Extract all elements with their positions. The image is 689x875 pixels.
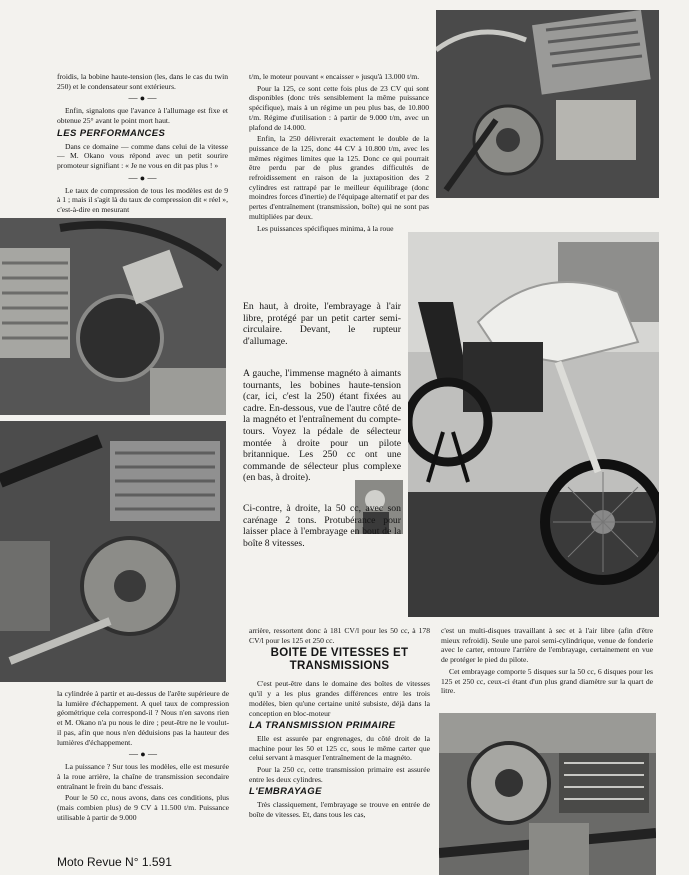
section-heading-performances: LES PERFORMANCES — [57, 127, 166, 139]
paragraph: Très classiquement, l'embrayage se trouve en entrée de boîte de vitesses. Et, dans tous les cas, — [249, 800, 430, 819]
paragraph: Enfin, signalons que l'avance à l'allumage est fixe et obtenue 25° avant le point mort haut. — [57, 106, 228, 126]
paragraph: Dans ce domaine — comme dans celui de la vitesse — M. Okano vous répond avec un petit sourire promoteur signifiant : « Je ne vous en dit pas plus ! » — [57, 141, 228, 170]
separator: — ● — — [128, 172, 157, 183]
paragraph: Enfin, la 250 délivrerait exactement le double de la puissance de la 125, donc 44 CV à 10.800 t/m, avec les mêmes régimes limites que la 125. Donc ce qui pourrait être perdu par de plus grandes difficultés de refroidissement en raison de la juxtaposition des 2 cylindres est rattrapé par le meilleur équilibrage (donc moindres forces d'inertie) de l'équipage alternatif et par des pertes d'entraînement (transmission, boîte) qui ne sont pas multipliées par deux. — [249, 134, 429, 221]
paragraph: Pour la 250 cc, cette transmission primaire est assurée entre les deux cylindres. — [249, 765, 430, 784]
paragraph: Le taux de compression de tous les modèles est de 9 à 1 ; mais il s'agit là du taux de compression dit « réel », c'est-à-dire en mesurant — [57, 185, 228, 215]
col2-bottom-text — [249, 626, 430, 822]
section-heading-gearbox: BOITE DE VITESSES ET TRANSMISSIONS — [270, 647, 409, 673]
photo-magneto-left — [0, 218, 226, 415]
photo-gearbox-left — [0, 421, 226, 682]
paragraph: froidis, la bobine haute-tension (les, dans le cas du twin 250) et le condensateur sont extérieurs. — [57, 72, 228, 91]
paragraph: c'est un multi-disques travaillant à sec et à l'air libre (afin d'être mieux refroidi). Seule une paroi semi-cylindrique, venue de fonderie avec le carter, entoure l'arrière de l'embrayage, certainement en vue de protéger le pied du pilote. — [441, 626, 653, 665]
paragraph: Les puissances spécifiques minima, à la roue — [257, 223, 394, 233]
paragraph: Elle est assurée par engrenages, du côté droit de la machine pour les 50 et 125 cc, sous le même carter que celui servant à masquer l'entraînement de la magnéto. — [249, 733, 430, 763]
col2-top-text — [249, 72, 429, 235]
photo-50cc-motorcycle — [408, 232, 659, 617]
caption-top-right — [243, 301, 401, 347]
col1-top-text — [57, 72, 228, 217]
separator: — ● — — [129, 749, 157, 760]
page-footer: Moto Revue N° 1.591 — [57, 855, 172, 869]
paragraph: Cet embrayage comporte 5 disques sur la 50 cc, 6 disques pour les 125 et 250 cc, ceux-ci étant d'un plus grand diamètre sur la quart de litre. — [441, 666, 653, 696]
col1-bottom-text — [57, 689, 229, 824]
paragraph: Pour le 50 cc, nous avons, dans ces conditions, plus (mais combien plus) de 9 CV à 11.500 t/m. Puissance utilisable à partir de 9.000 — [57, 793, 229, 822]
caption-text: En haut, à droite, l'embrayage à l'air libre, protégé par un petit carter semi-circulaire. Devant, le rupteur d'allumage. — [243, 301, 401, 347]
col3-bottom-text — [441, 626, 653, 698]
paragraph: arrière, ressortent donc à 181 CV/l pour les 50 cc, à 178 CV/l pour les 125 et 250 cc. — [249, 626, 430, 645]
photo-clutch-top-right — [436, 10, 659, 198]
paragraph: la cylindrée à partir et au-dessus de l'arête supérieure de la lumière d'échappement. A quel taux de compression géométrique cela correspond-il ? Nous n'en savons rien et M. Okano n'a pu nous le dire ; peut-être ne le voulut-il pas, afin que nous n'en déduisions pas la hauteur des lumières d'échappement. — [57, 689, 229, 747]
photo-clutch-bottom-right — [439, 713, 656, 875]
caption-text: Ci-contre, à droite, la 50 cc, avec son carénage 2 tons. Protubérance pour laisser place à l'embrayage en bout de la boîte 8 vitesses. — [243, 503, 401, 549]
caption-left — [243, 368, 401, 484]
caption-text: A gauche, l'immense magnéto à aimants tournants, les bobines haute-tension (car, ici, c'est la 250) étant fixées au cadre. En-dessous, vue de l'autre côté de la magnéto et l'entraînement du compte-tours. Voyez la pédale de sélecteur montée à droite pour un pilote britannique. Les 250 cc ont une commande de sélecteur plus complexe (en bas, à droite). — [243, 368, 401, 484]
caption-right — [243, 503, 401, 549]
paragraph: C'est peut-être dans le domaine des boîtes de vitesses qu'il y a les plus grandes différences entre les trois modèles, bien qu'une certaine unité subsiste, déjà dans la conception en bloc-moteur — [249, 679, 430, 718]
paragraph: Pour la 125, ce sont cette fois plus de 23 CV qui sont disponibles (donc très sensiblement la même puissance spécifique), mais à un régime un peu plus bas, de 10.800 t/m. Régime d'utilisation : à partir de 9.000 t/m, avec un plafond de 14.000. — [249, 83, 429, 132]
subheading-clutch: L'EMBRAYAGE — [249, 786, 322, 798]
separator: — ● — — [128, 93, 157, 104]
paragraph: La puissance ? Sur tous les modèles, elle est mesurée à la roue arrière, la chaîne de transmission secondaire entraînant le frein du banc d'essais. — [57, 762, 229, 791]
paragraph: t/m, le moteur pouvant « encaisser » jusqu'à 13.000 t/m. — [249, 72, 420, 81]
subheading-primary-transmission: LA TRANSMISSION PRIMAIRE — [249, 720, 396, 732]
